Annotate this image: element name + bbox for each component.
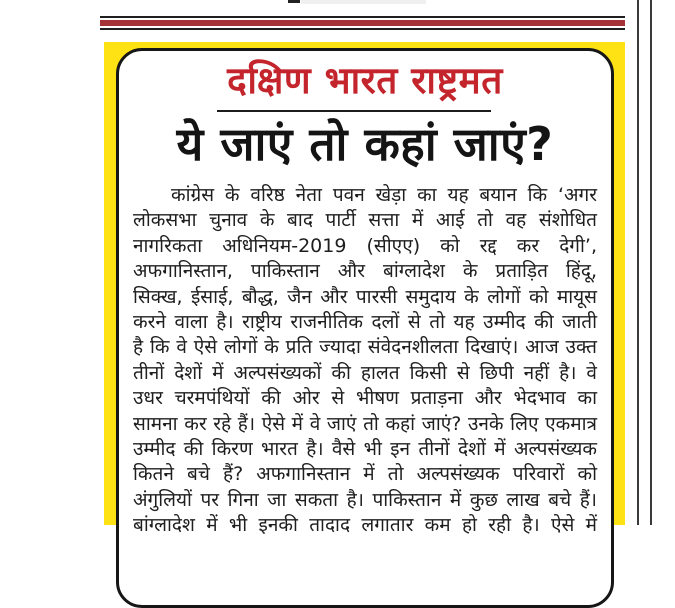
red-rule	[100, 20, 625, 26]
body-text-line: लोकसभा चुनाव के बाद पार्टी सत्ता में आई तो वह संशोधित	[133, 209, 597, 232]
cropped-print-remnant	[288, 0, 300, 3]
body-text-line: बांग्लादेश में भी इनकी तादाद लगातार कम हो रही है। ऐसे में	[133, 514, 597, 537]
body-text-line: है कि वे ऐसे लोगों के प्रति ज्यादा संवेदनशीलता दिखाएं। आज उक्त	[133, 336, 597, 359]
article-headline: ये जाएं तो कहां जाएं?	[176, 117, 554, 171]
body-text-line: उम्मीद की किरण भारत है। वैसे भी इन तीनों देशों में अल्पसंख्यक	[133, 437, 597, 460]
yellow-frame	[104, 42, 625, 537]
top-thin-rule	[100, 16, 625, 18]
body-text-line: कांग्रेस के वरिष्ठ नेता पवन खेड़ा का यह बयान कि ‘अगर	[171, 184, 597, 206]
body-text-line: कितने बचे हैं? अफगानिस्तान में तो अल्पसंख्यक परिवारों को	[133, 463, 597, 486]
bottom-thin-rule	[100, 28, 625, 30]
body-text-line: अंगुलियों पर गिना जा सकता है। पाकिस्तान में कुछ लाख बचे हैं।	[133, 488, 597, 511]
body-text-line: अफगानिस्तान, पाकिस्तान और बांग्लादेश के प्रताड़ित हिंदू,	[133, 260, 597, 283]
article-body	[133, 183, 597, 538]
column-divider-line-1	[637, 0, 639, 525]
body-text-line: करने वाला है। राष्ट्रीय राजनीतिक दलों से तो यह उम्मीद की जाती	[133, 310, 597, 333]
body-text-line: सिक्ख, ईसाई, बौद्ध, जैन और पारसी समुदाय के लोगों को मायूस	[133, 285, 597, 308]
article-card	[116, 48, 614, 608]
publication-title: दक्षिण भारत राष्ट्रमत	[227, 59, 503, 102]
column-divider-line-2	[650, 0, 652, 525]
body-text-line: सामना कर रहे हैं। ऐसे में वे जाएं तो कहां जाएं? उनके लिए एकमात्र	[133, 412, 597, 435]
body-text-line: तीनों देशों में अल्पसंख्यकों की हालत किसी से छिपी नहीं है। वे	[133, 361, 597, 384]
body-text-line: नागरिकता अधिनियम-2019 (सीएए) को रद्द कर देगी’,	[133, 234, 597, 257]
masthead-underline	[217, 110, 491, 112]
cropped-print-smudge	[301, 0, 426, 4]
body-text-line: उधर चरमपंथियों की ओर से भीषण प्रताड़ना और भेदभाव का	[133, 387, 597, 410]
